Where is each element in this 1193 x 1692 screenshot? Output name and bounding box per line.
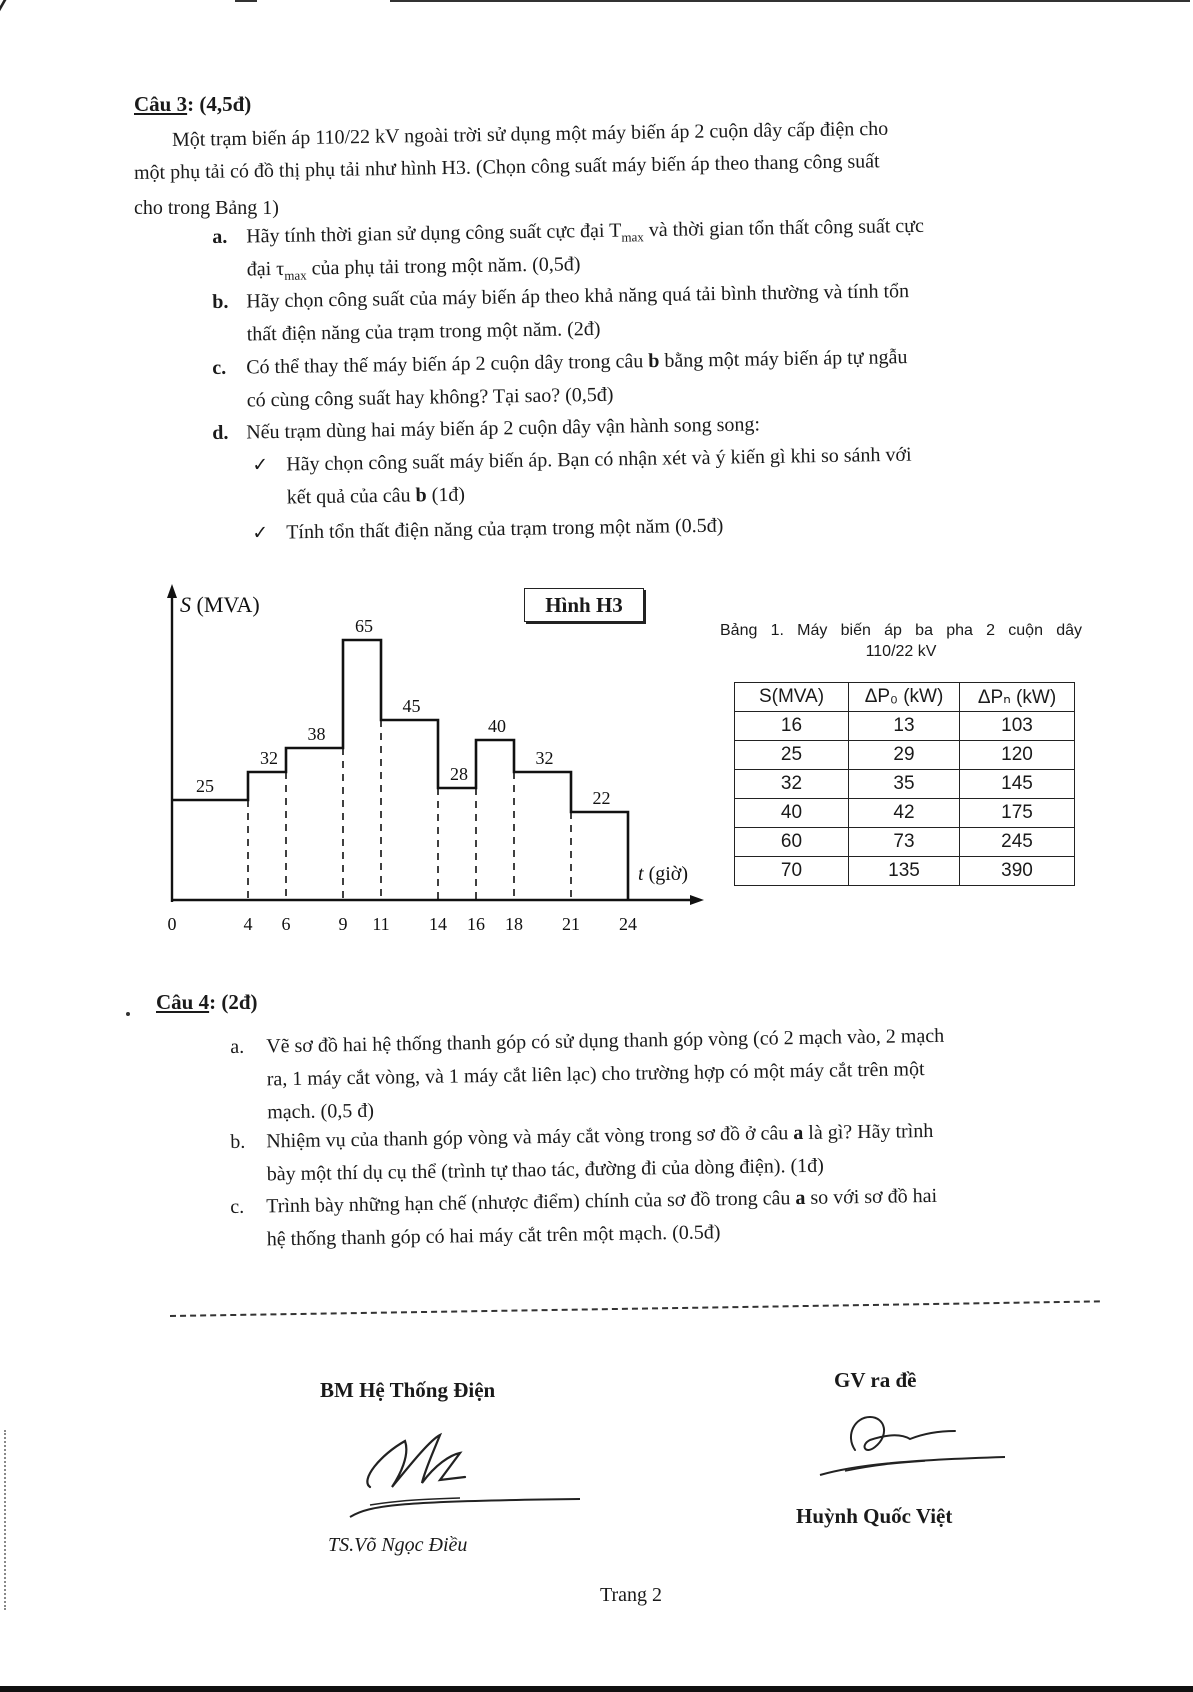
table-cell: 29 — [849, 741, 960, 770]
table-row — [735, 799, 1075, 828]
q3-item-c: c. Có thể thay thế máy biến áp 2 cuộn dây trong câu b bằng một máy biến áp tự ngẫu có cùng công suất hay không? Tại sao? (0,5đ) — [212, 346, 908, 412]
data-label: 45 — [402, 696, 421, 716]
col-header: ΔPₙ (kW) — [960, 683, 1075, 712]
question-4-heading — [156, 990, 258, 1015]
item-label: d. — [212, 421, 229, 444]
scan-edge-line — [390, 0, 1190, 2]
table-cell: 175 — [960, 799, 1075, 828]
table-cell: 135 — [849, 857, 960, 886]
table-cell: 120 — [960, 741, 1075, 770]
x-tick-label: 16 — [467, 914, 485, 930]
x-tick-label: 9 — [338, 914, 348, 930]
table-cell: 35 — [849, 770, 960, 799]
scan-edge-line — [0, 1686, 1193, 1692]
table-cell: 245 — [960, 828, 1075, 857]
table-row — [735, 828, 1075, 857]
signature-left — [340, 1425, 590, 1525]
table-cell: 32 — [735, 770, 849, 799]
x-tick-label: 11 — [372, 914, 390, 930]
item-label: b. — [230, 1130, 246, 1153]
x-tick-label: 24 — [619, 914, 637, 930]
q3-subitem: ✓ Tính tổn thất điện năng của trạm trong một năm (0.5đ) — [252, 505, 1092, 518]
item-label: b. — [212, 290, 229, 313]
data-label: 38 — [307, 724, 326, 744]
separator-line — [170, 1300, 1100, 1317]
department-title: BM Hệ Thống Điện — [320, 1378, 496, 1402]
checkmark-icon: ✓ — [252, 453, 269, 476]
data-label: 22 — [592, 788, 611, 808]
table-cell: 40 — [735, 799, 849, 828]
table-row — [735, 857, 1075, 886]
lecturer-name: Huỳnh Quốc Việt — [796, 1504, 953, 1528]
x-tick-label: 4 — [243, 914, 253, 930]
table-cell: 145 — [960, 770, 1075, 799]
table-cell: 390 — [960, 857, 1075, 886]
table-cell: 25 — [735, 741, 849, 770]
item-label: a. — [212, 225, 228, 248]
load-curve-chart — [140, 580, 710, 930]
data-label: 40 — [488, 716, 506, 736]
q4-item-c: c. Trình bày những hạn chế (nhược điểm) chính của sơ đồ trong câu a so với sơ đồ hai hệ thống thanh góp có hai máy cắt trên một mạch. (0.5đ) — [230, 1184, 938, 1251]
item-label: c. — [212, 356, 227, 379]
scan-mark — [0, 0, 16, 12]
lecturer-title: GV ra đề — [834, 1368, 917, 1392]
table-cell: 103 — [960, 712, 1075, 741]
checkmark-icon: ✓ — [252, 521, 269, 544]
table-row — [735, 770, 1075, 799]
load-curve-line — [172, 640, 628, 900]
table-caption: Bảng 1. Máy biến áp ba pha 2 cuộn dây 110/22 kV — [720, 622, 1082, 660]
table-cell: 70 — [735, 857, 849, 886]
x-axis-label: t (giờ) — [638, 863, 689, 885]
q4-item-a: a. Vẽ sơ đồ hai hệ thống thanh góp có sử dụng thanh góp vòng (có 2 mạch vào, 2 mạch ra, 1 máy cắt vòng, và 1 máy cắt liên lạc) cho trường hợp có một máy cắt trên một mạch. (0,5 đ) — [230, 1024, 945, 1124]
q3-subitem: ✓ Hãy chọn công suất máy biến áp. Bạn có nhận xét và ý kiến gì khi so sánh với kết quả của câu b (1đ) — [252, 443, 912, 509]
scan-edge-line — [235, 0, 257, 2]
data-label: 65 — [355, 616, 373, 636]
table-cell: 13 — [849, 712, 960, 741]
table-cell: 42 — [849, 799, 960, 828]
x-tick-label: 18 — [505, 914, 523, 930]
item-label: a. — [230, 1035, 245, 1058]
q3-intro-line: Một trạm biến áp 110/22 kV ngoài trời sử dụng một máy biến áp 2 cuộn dây cấp điện cho — [171, 117, 889, 151]
y-axis-label: S (MVA) — [180, 592, 260, 617]
data-label: 28 — [450, 764, 468, 784]
q3-intro-line: một phụ tải có đồ thị phụ tải như hình H3. (Chọn công suất máy biến áp theo thang công suất — [133, 150, 880, 184]
table-row — [735, 741, 1075, 770]
page-number: Trang 2 — [600, 1584, 663, 1606]
q3-item-d: d. Nếu trạm dùng hai máy biến áp 2 cuộn dây vận hành song song: — [212, 404, 1092, 418]
department-head-name: TS.Võ Ngọc Điều — [328, 1534, 468, 1556]
x-axis-arrow-icon — [690, 895, 704, 905]
x-tick-label: 14 — [429, 914, 447, 930]
y-axis-arrow-icon — [167, 584, 177, 598]
table-header-row — [735, 683, 1075, 712]
transformer-table — [734, 682, 1075, 886]
table-cell: 60 — [735, 828, 849, 857]
data-label: 32 — [260, 748, 278, 768]
question-4-title: Câu 4 — [156, 990, 210, 1014]
data-label: 32 — [535, 748, 554, 768]
x-tick-label: 6 — [281, 914, 291, 930]
signature-right — [815, 1405, 1015, 1485]
x-tick-label: 21 — [562, 914, 580, 930]
table-cell: 16 — [735, 712, 849, 741]
question-4-points: : (2đ) — [209, 990, 258, 1014]
question-3-points: : (4,5đ) — [187, 92, 252, 116]
scan-edge-dots — [4, 1430, 8, 1610]
figure-label: Hình H3 — [524, 588, 644, 622]
table-row — [735, 712, 1075, 741]
q4-item-b: b. Nhiệm vụ của thanh góp vòng và máy cắt vòng trong sơ đồ ở câu a là gì? Hãy trình bày một thí dụ cụ thể (trình tự thao tác, đường đi của dòng điện). (1đ) — [230, 1119, 934, 1186]
data-label: 25 — [196, 776, 214, 796]
q3-intro-line: cho trong Bảng 1) — [134, 197, 279, 219]
col-header: ΔP₀ (kW) — [849, 683, 960, 712]
q3-item-b: b. Hãy chọn công suất của máy biến áp theo khả năng quá tải bình thường và tính tổn thất điện năng của trạm trong một năm. (2đ) — [212, 280, 910, 346]
q3-item-a: a. Hãy tính thời gian sử dụng công suất cực đại $T_{max}$ và thời gian tổn thất công suất cực đại $\tau_{max}$ của phụ tải trong một năm. (0,5đ) — [212, 214, 925, 283]
x-tick-label: 0 — [167, 914, 177, 930]
question-3-title: Câu 3 — [134, 92, 188, 116]
col-header: S(MVA) — [735, 683, 849, 712]
item-label: c. — [230, 1195, 245, 1218]
scan-dot — [126, 1012, 130, 1016]
question-3-heading — [134, 92, 251, 117]
table-cell: 73 — [849, 828, 960, 857]
